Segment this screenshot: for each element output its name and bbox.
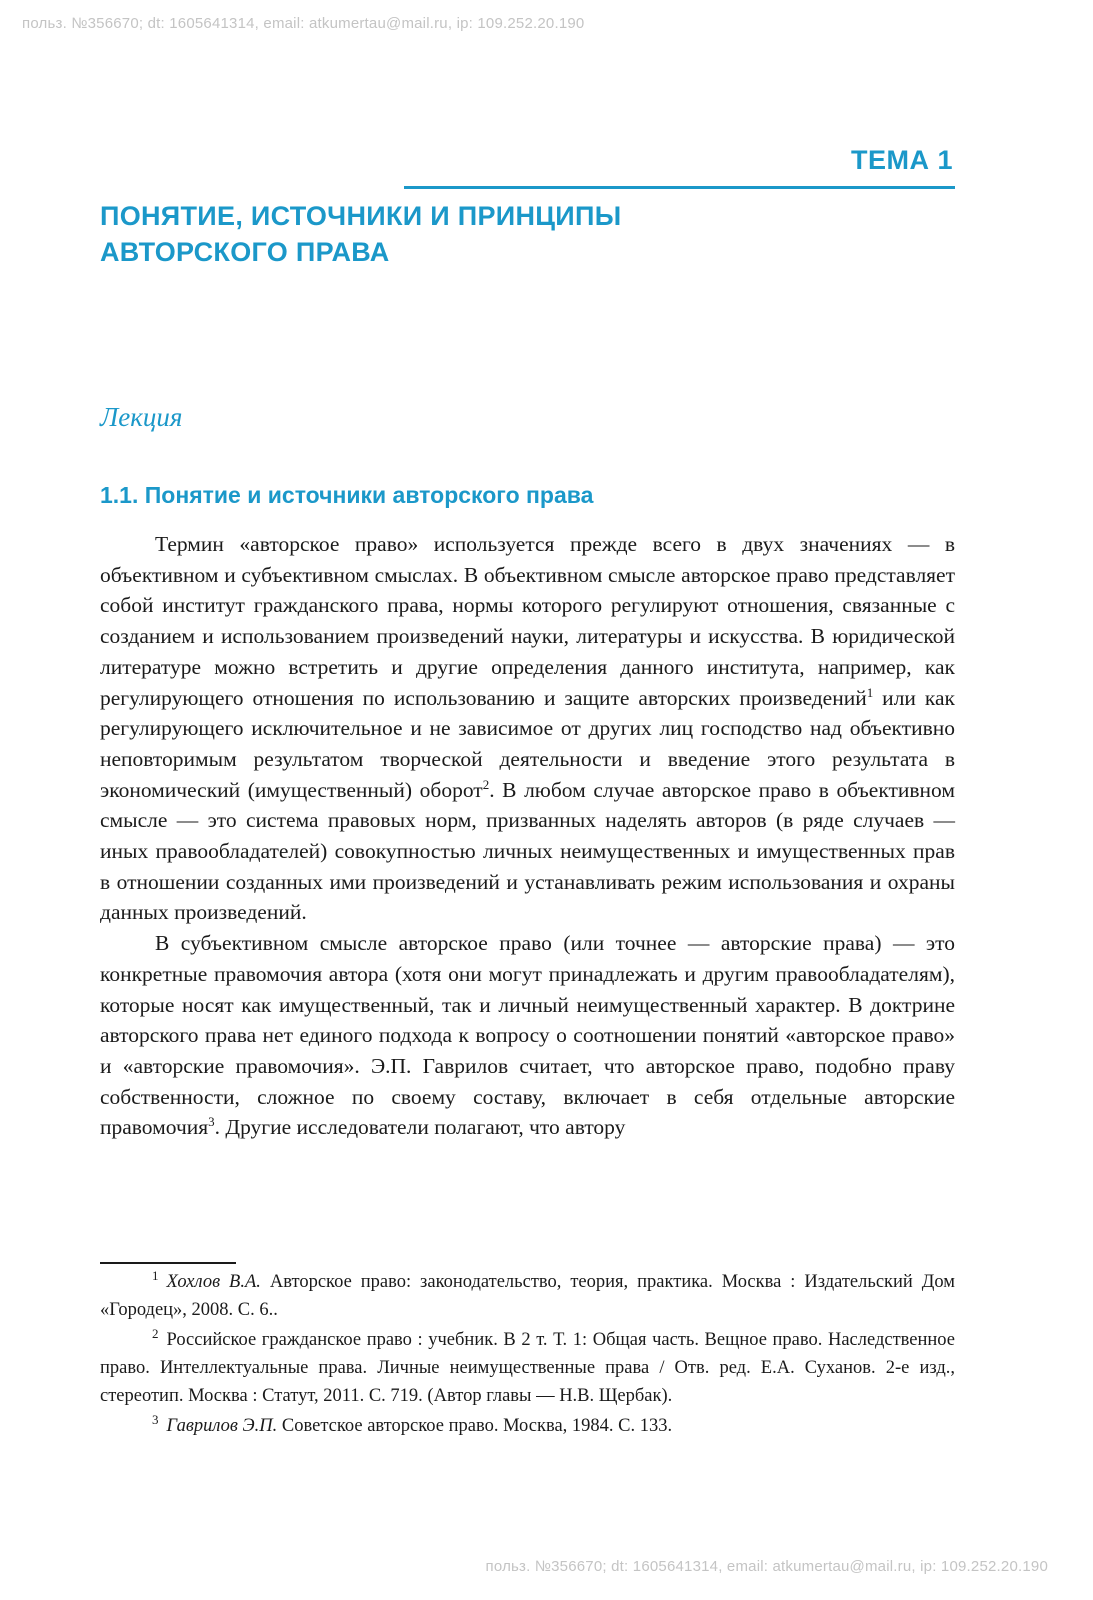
footnote-ref-2[interactable]: 2 — [482, 776, 490, 792]
chapter-title-line-1: ПОНЯТИЕ, ИСТОЧНИКИ И ПРИНЦИПЫ — [100, 201, 622, 231]
footnote-separator — [100, 1262, 236, 1264]
footnote-number: 2 — [152, 1325, 159, 1341]
footnote-text: Советское авторское право. Москва, 1984. С. 133. — [277, 1416, 673, 1436]
footnotes — [100, 1268, 955, 1442]
footnote-text: Авторское право: законодательство, теория, практика. Москва : Издательский Дом «Городец», 2008. С. 6.. — [100, 1272, 955, 1320]
section-heading: 1.1. Понятие и источники авторского права — [100, 482, 594, 508]
paragraph-2 — [100, 928, 955, 1143]
paragraph-2-text-a: В субъективном смысле авторское право (или точнее — авторские права) — это конкретные правомочия автора (хотя они могут принадлежать и другим правообладателям), которые носят как имущественный, так и личный неимущественный характер. В доктрине авторского права нет единого подхода к вопросу о соотношении понятий «авторское право» и «авторские правомочия». Э.П. Гаврилов считает, что авторское право, подобно праву собственности, сложное по своему составу, включает в себя отдельные авторские правомочия — [100, 931, 955, 1140]
footnote-2 — [100, 1326, 955, 1410]
footnote-number: 3 — [152, 1411, 159, 1427]
chapter-title-line-2: АВТОРСКОГО ПРАВА — [100, 237, 390, 267]
lecture-label: Лекция — [100, 402, 183, 432]
paragraph-1-text-b: или как регулирующего исключительное и не зависимое от других лиц господство над объективно неповторимым результатом творческой деятельности и введение этого результата в экономический (имущественный) оборот — [100, 685, 956, 802]
chapter-title — [100, 198, 960, 270]
footnote-author: Хохлов В.А. — [166, 1272, 261, 1292]
paragraph-1-text-a: Термин «авторское право» используется прежде всего в двух значениях — в объективном и субъективном смыслах. В объективном смысле авторское право представляет собой институт гражданского права, нормы которого регулируют отношения, связанные с созданием и использованием произведений науки, литературы и искусства. В юридической литературе можно встретить и другие определения данного института, например, как регулирующего отношения по использованию и защите авторских произведений — [100, 532, 955, 710]
main-text — [100, 529, 955, 1143]
paragraph-2-text-b: . Другие исследователи полагают, что автору — [214, 1115, 626, 1140]
footnote-text: Российское гражданское право : учебник. В 2 т. Т. 1: Общая часть. Вещное право. Наследственное право. Интеллектуальные права. Личные неимущественные права / Отв. ред. Е.А. Суханов. 2-е изд., стереотип. Москва : Статут, 2011. С. 719. (Автор главы — Н.В. Щербак). — [100, 1330, 955, 1406]
watermark-bottom: польз. №356670; dt: 1605641314, email: atkumertau@mail.ru, ip: 109.252.20.190 — [485, 1558, 1048, 1575]
footnote-author: Гаврилов Э.П. — [166, 1416, 278, 1436]
footnote-3 — [100, 1412, 955, 1440]
topic-underline — [404, 186, 955, 189]
footnote-ref-3[interactable]: 3 — [208, 1114, 215, 1130]
footnote-1 — [100, 1268, 955, 1324]
paragraph-1 — [100, 529, 955, 928]
topic-label: ТЕМА 1 — [850, 145, 953, 175]
paragraph-1-text-c: . В любом случае авторское право в объективном смысле — это система правовых норм, призванных наделять авторов (в ряде случаев — иных правообладателей) совокупностью личных неимущественных и имущественных прав в отношении созданных ими произведений и устанавливать режим использования и охраны данных произведений. — [100, 777, 955, 925]
footnote-number: 1 — [152, 1267, 159, 1283]
watermark-top: польз. №356670; dt: 1605641314, email: atkumertau@mail.ru, ip: 109.252.20.190 — [22, 15, 585, 32]
footnote-ref-1[interactable]: 1 — [866, 684, 874, 700]
